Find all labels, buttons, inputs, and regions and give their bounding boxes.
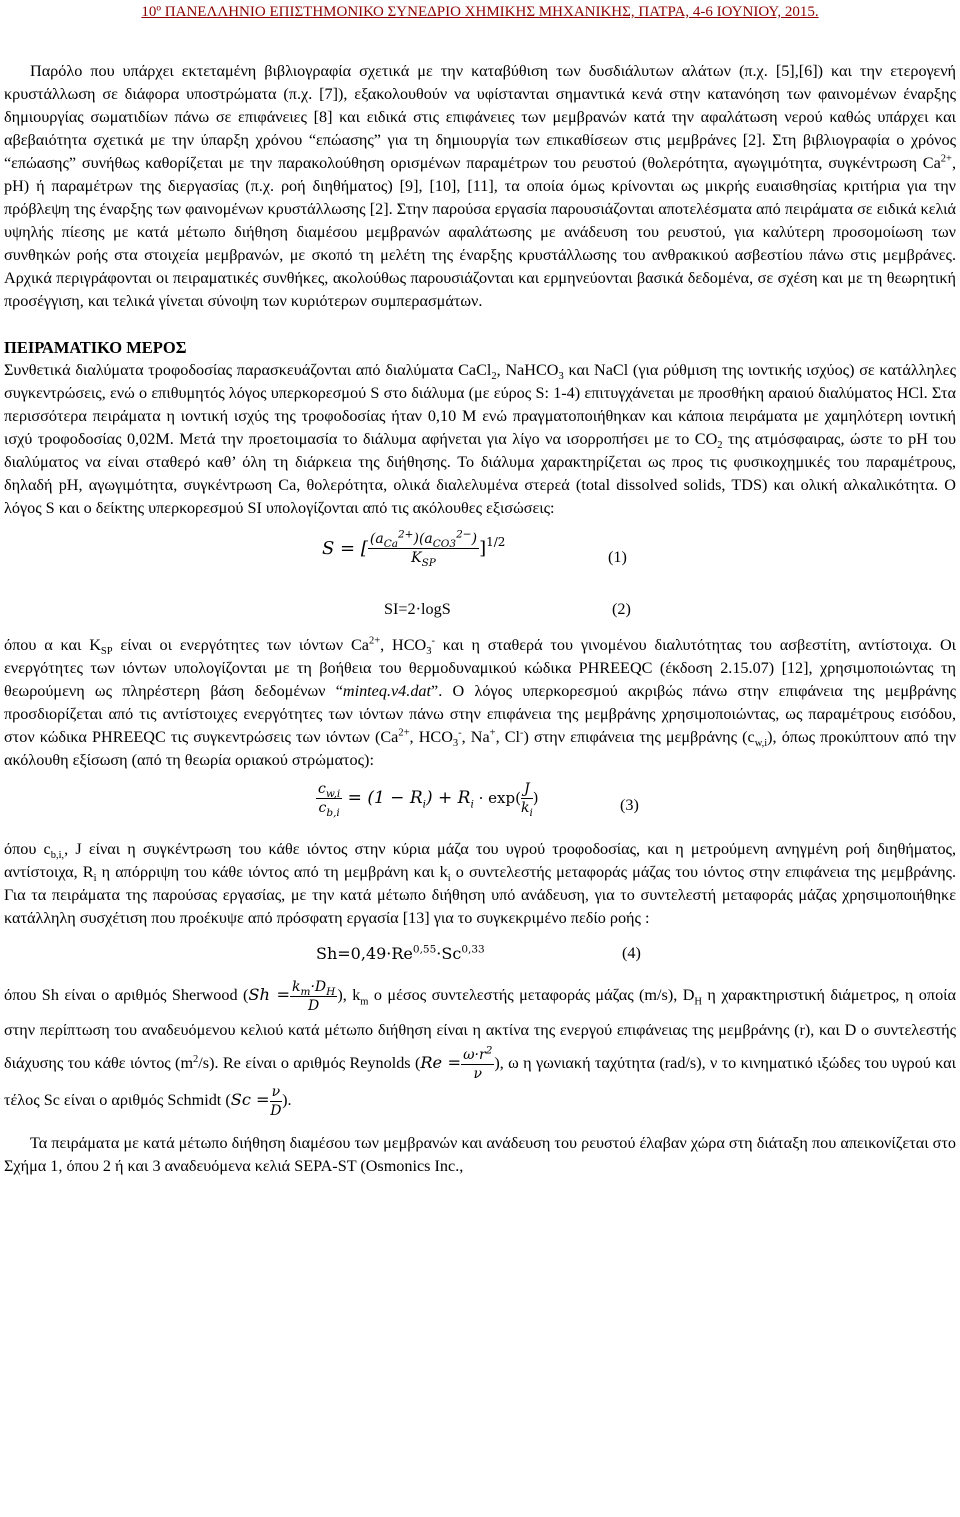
equation-4: Sh=0,49·Re$^{0,55}$·Sc$^{0,33}$ (4) xyxy=(316,943,641,963)
experimental-paragraph: Συνθετικά διαλύματα τροφοδοσίας παρασκευάζονται από διαλύματα CaCl$_2$, NaHCO$_3$ και NaCl (για ρύθμιση της ιοντικής ισχύος) σε κατάλληλες συγκεντρώσεις, ενώ ο επιθυμητός λόγος υπερκορεσμού S στο διάλυμα (με εύρος S: 1-4) επιτυγχάνεται με προσθήκη αραιού διαλύματος HCl. Στα περισσότερα πειράματα η ιοντική ισχύς της τροφοδοσίας ήταν 0,10 M ενώ πραγματοποιήθηκαν και κάποια πειράματα με χαμηλότερη ιοντική ισχύ τροφοδοσίας 0,02M. Μετά την προετοιμασία το διάλυμα αφήνεται για λίγο να ισορροπήσει με το $CO_2$ της ατμόσφαιρας, ώστε το pH του διαλύματος να είναι σταθερό καθ’ όλη τη διάρκεια της διήθησης. Το διάλυμα χαρακτηρίζεται ως προς τις φυσικοχημικές του παραμέτρους, δηλαδή pH, αγωγιμότητα, συγκέντρωση Ca, θολερότητα, ολικά διαλελυμένα στερεά (total dissolved solids, TDS) και ολική αλκαλικότητα. Ο λόγος S και ο δείκτης υπερκορεσμού SI υπολογίζονται από τις ακόλουθες εξισώσεις: xyxy=(4,361,956,517)
equation-2: SI=2·logS (2) xyxy=(4,588,956,632)
equation-4-number: (4) xyxy=(622,944,641,962)
dimensionless-numbers-paragraph: όπου Sh είναι ο αριθμός Sherwood (Sh = $\frac{k_m\cdot D_H}{D}$ ), $k_m$ ο μέσος συντελεστής μεταφοράς μάζας (m/s), $D_H$ η χαρακτηριστική διάμετρος, η οποία στην περίπτωση του αναδευόμενου κελιού κατά μέτωπο διήθηση είναι η ακτίνα της ενεργού επιφάνειας της μεμβράνης (r), και D ο συντελεστής διάχυσης του κάθε ιόντος $(m^2/s)$. Re είναι ο αριθμός Reynolds (Re = $\frac{\omega\cdot r^2}{\nu}$ ), ω η γωνιακή ταχύτητα (rad/s), ν το κινηματικό ιξώδες του υγρού και τέλος Sc είναι ο αριθμός Schmidt (Sc = $\frac{\nu}{D}$ ). xyxy=(4,979,957,1119)
equation-3-number: (3) xyxy=(620,796,639,814)
section-heading: ΠΕΙΡΑΜΑΤΙΚΟ ΜΕΡΟΣ xyxy=(4,338,187,357)
boundary-layer-paragraph: όπου $c_{b,i,}$, J είναι η συγκέντρωση του κάθε ιόντος στην κύρια μάζα του υγρού τροφοδοσίας, και η μετρούμενη ανηγμένη ροή διηθήματος, αντίστοιχα, $R_i$ η απόρριψη του κάθε ιόντος από τη μεμβράνη και $k_i$ ο συντελεστής μεταφοράς μάζας του ιόντος στην επιφάνεια της μεμβράνης. Για τα πειράματα της παρούσας εργασίας, με την κατά μέτωπο διήθηση υπό ανάδευση, για το συντελεστή μεταφοράς μάζας χρησιμοποιήθηκε κατάλληλη συσχέτιση που προέκυψε από πρόσφατη εργασία [13] για το συγκεκριμένο πεδίο ροής : xyxy=(4,840,957,927)
paper-body xyxy=(4,60,956,1178)
equation-3: $\frac{c_{w,i}}{c_{b,i}}$ = $(1 - R_i) + R_i \cdot \exp$( $\frac{J}{k_i}$ ) (3) xyxy=(318,781,639,819)
equation-1-number: (1) xyxy=(608,548,627,566)
setup-paragraph: Τα πειράματα με κατά μέτωπο διήθηση διαμέσου των μεμβρανών και ανάδευση του ρευστού έλαβαν χώρα στη διάταξη που απεικονίζεται στο Σχήμα 1, όπου 2 ή και 3 αναδευόμενα κελιά SEPA-ST (Osmonics Inc., xyxy=(4,1134,956,1175)
activity-paragraph: όπου α και $K_{SP}$ είναι οι ενεργότητες των ιόντων $Ca^{2+}$, $HCO_3^-$ και η σταθερά του γινομένου διαλυτότητας του ασβεστίτη, αντίστοιχα. Οι ενεργότητες των ιόντων υπολογίζονται με τη βοήθεια του θερμοδυναμικού κώδικα PHREEQC (έκδοση 2.15.07) [12], χρησιμοποιώντας τη θεωρούμενη ως πληρέστερη βάση δεδομένων “minteq.v4.dat”. Ο λόγος υπερκορεσμού ακριβώς πάνω στην επιφάνεια της μεμβράνης προσδιορίζεται από τις αντίστοιχες ενεργότητες των ιόντων πάνω στην επιφάνεια της μεμβράνης χρησιμοποιώντας, ως παραμέτρους εισόδου, στον κώδικα PHREEQC τις συγκεντρώσεις των ιόντων ($Ca^{2+}$, $HCO_3^-$, Na+, Cl-) στην επιφάνεια της μεμβράνης $(c_{w,i})$, όπως προκύπτουν από την ακόλουθη εξίσωση (από τη θεωρία οριακού στρώματος): xyxy=(4,635,957,769)
equation-2-number: (2) xyxy=(612,600,631,618)
conference-header: 10º ΠΑΝΕΛΛΗΝΙΟ ΕΠΙΣΤΗΜΟΝΙΚΟ ΣΥΝΕΔΡΙΟ ΧΗΜΙΚΗΣ ΜΗΧΑΝΙΚΗΣ, ΠΑΤΡΑ, 4-6 ΙΟΥΝΙΟΥ, 2015. xyxy=(141,4,819,20)
equation-1: S = [ $\frac{(a_{Ca}^{2+})(a_{CO3}^{2-})}{K_{SP}}$ ]$^{1/2}$ (1) xyxy=(322,528,627,569)
intro-paragraph: Παρόλο που υπάρχει εκτεταμένη βιβλιογραφία σχετικά με την καταβύθιση των δυσδιάλυτων αλάτων (π.χ. [5],[6]) και την ετερογενή κρυστάλλωση σε διάφορα υποστρώματα (π.χ. [7]), εξακολουθούν να υφίστανται σημαντικά κενά στην κατανόηση των φαινομένων έναρξης δημιουργίας σωματιδίων πάνω σε επιφάνειες [8] και ειδικά στις επιφάνειες των μεμβρανών κατά την αφαλάτωση νερού καθώς υπάρχει και αβεβαιότητα σχετικά με την ύπαρξη χρόνου “επώασης” για τη δημιουργία των επικαθίσεων στις μεμβράνες [2]. Στη βιβλιογραφία ο χρόνος “επώασης” συνήθως καθορίζεται με την παρακολούθηση ορισμένων παραμέτρων του ρευστού (θολερότητα, αγωγιμότητα, συγκέντρωση $Ca^{2+}$, pH) ή παραμέτρων της διεργασίας (π.χ. ροή διηθήματος) [9], [10], [11], τα οποία όμως κρίνονται ως μικρής ευαισθησίας κριτήρια για την πρόβλεψη της έναρξης των φαινομένων κρυστάλλωσης [2]. Στην παρούσα εργασία παρουσιάζονται αποτελέσματα από πειράματα σε ειδικά κελιά υψηλής πίεσης με κατά μέτωπο διήθηση διαμέσου μεμβρανών αφαλάτωσης με ανάδευση του ρευστού, για καλύτερη προσομοίωση των συνθηκών ροής στα στοιχεία μεμβρανών, με σκοπό τη μελέτη της έναρξης κρυστάλλωσης του ανθρακικού ασβεστίου πάνω στις μεμβράνες. Αρχικά περιγράφονται οι πειραματικές συνθήκες, ακολούθως παρουσιάζονται και ερμηνεύονται βασικά δεδομένα, σε σχέση και με τη θεωρητική προσέγγιση, και τελικά γίνεται σύνοψη των κυριότερων συμπερασμάτων. xyxy=(4,62,956,310)
